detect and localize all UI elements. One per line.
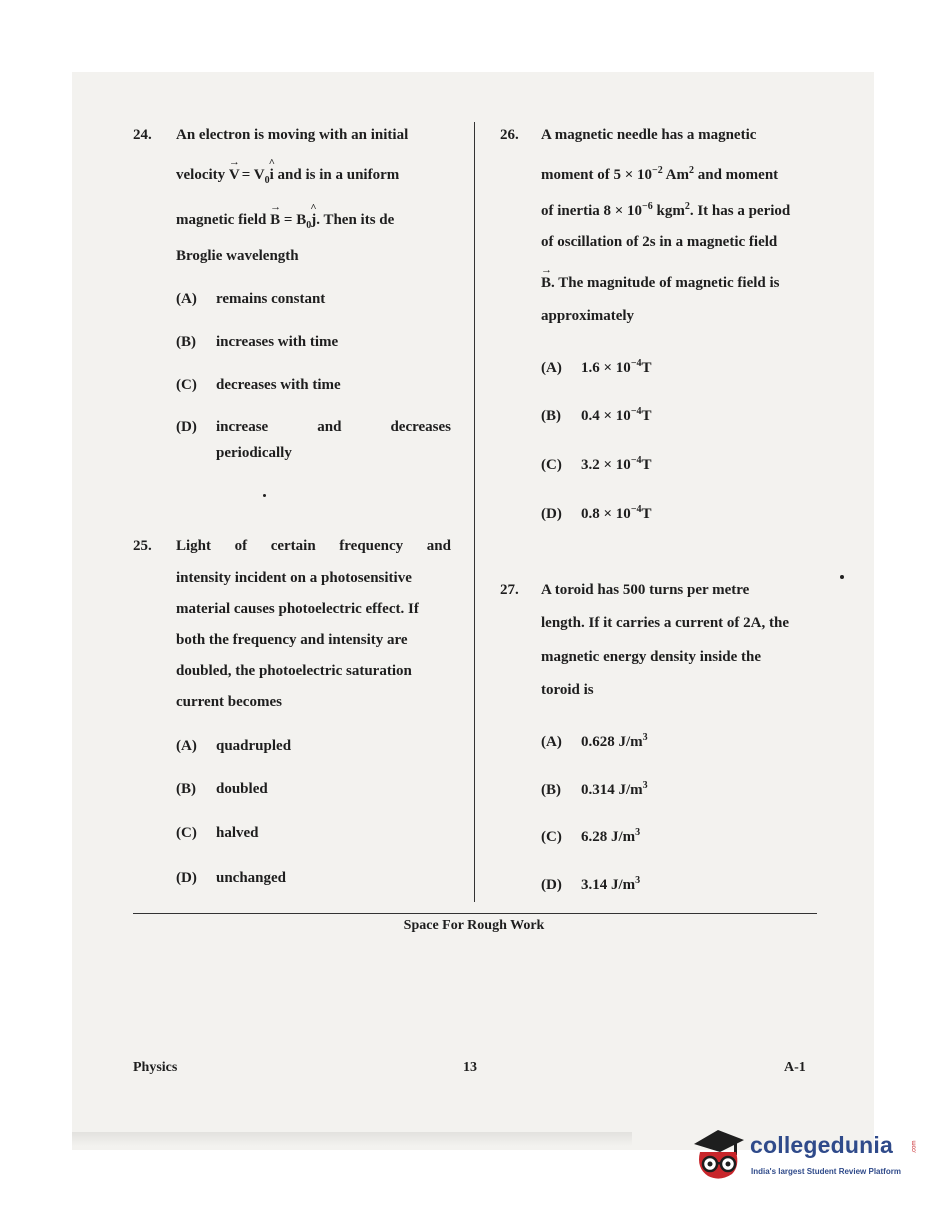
- question-line: both the frequency and intensity are: [176, 632, 408, 648]
- question-number: 24.: [133, 127, 152, 143]
- question-number: 26.: [500, 127, 519, 143]
- question-line: material causes photoelectric effect. If: [176, 601, 419, 617]
- velocity-line: velocity → $V = V_0\^{}$ i and is in a uniform: [176, 165, 399, 191]
- option-d: (D) unchanged: [176, 870, 287, 886]
- question-line: approximately: [541, 308, 635, 324]
- inertia-line: of inertia $8 \times 10^{-6}$ kgm$^2$. It has a period: [541, 201, 791, 219]
- footer-page-number: 13: [463, 1060, 477, 1075]
- option-c: (C) decreases with time: [176, 377, 341, 393]
- rough-work-label: Space For Rough Work: [403, 918, 545, 933]
- option-a: (A) quadrupled: [176, 738, 292, 754]
- question-line: An electron is moving with an initial: [176, 127, 409, 143]
- option-a: (A) 0.628 $J/m^3$: [541, 732, 648, 750]
- option-a: (A) remains constant: [176, 291, 326, 307]
- footer-subject: Physics: [133, 1060, 178, 1075]
- option-d: (D) $0.8 \times 10^{-4}T$: [541, 504, 652, 522]
- moment-line: moment of $5 \times 10^{-2}$ Am$^2$ and moment: [541, 165, 779, 183]
- option-c: (C) halved: [176, 825, 259, 841]
- question-number: 25.: [133, 538, 152, 554]
- option-b: (B) doubled: [176, 781, 268, 797]
- option-b: (B) $0.4 \times 10^{-4}T$: [541, 406, 652, 424]
- option-d: (D) 3.14 $J/m^3$: [541, 875, 641, 893]
- rough-work-rule: [133, 913, 817, 914]
- option-c: (C) $3.2 \times 10^{-4}T$: [541, 455, 652, 473]
- option-d: (D) increase and decreases periodically: [176, 419, 451, 461]
- question-line: Broglie wavelength: [176, 248, 299, 264]
- option-b: (B) increases with time: [176, 334, 339, 350]
- column-divider: [474, 122, 475, 902]
- option-b: (B) 0.314 $J/m^3$: [541, 780, 648, 798]
- field-line: → B. The magnitude of magnetic field is: [541, 273, 780, 293]
- question-line: toroid is: [541, 682, 594, 698]
- question-number: 27.: [500, 582, 519, 598]
- question-line: of oscillation of 2s in a magnetic field: [541, 234, 778, 250]
- footer-code: A-1: [784, 1060, 806, 1075]
- field-line: magnetic field → $B = B_0\^{}$ j. Then its de: [176, 210, 394, 236]
- logo-wordmark: collegedunia: [750, 1132, 893, 1158]
- question-line: magnetic energy density inside the: [541, 649, 761, 665]
- question-line: A toroid has 500 turns per metre: [541, 582, 750, 598]
- scan-speck: [840, 575, 844, 579]
- question-line: intensity incident on a photosensitive: [176, 570, 412, 586]
- option-a: (A) $1.6 \times 10^{-4}T$: [541, 358, 652, 376]
- question-line: current becomes: [176, 694, 282, 710]
- question-line: Light of certain frequency and: [176, 538, 451, 554]
- velocity-eq: = V: [241, 167, 265, 183]
- option-c: (C) 6.28 $J/m^3$: [541, 827, 641, 845]
- scan-speck: [263, 494, 266, 497]
- question-line: A magnetic needle has a magnetic: [541, 127, 757, 143]
- mascot-icon: [688, 1122, 750, 1186]
- page-shadow: [72, 1132, 632, 1146]
- question-line: doubled, the photoelectric saturation: [176, 663, 412, 679]
- collegedunia-logo: [688, 1122, 924, 1186]
- logo-tagline: India's largest Student Review Platform: [751, 1167, 901, 1176]
- logo-suffix: .com: [911, 1140, 918, 1154]
- question-line: length. If it carries a current of 2A, the: [541, 615, 789, 631]
